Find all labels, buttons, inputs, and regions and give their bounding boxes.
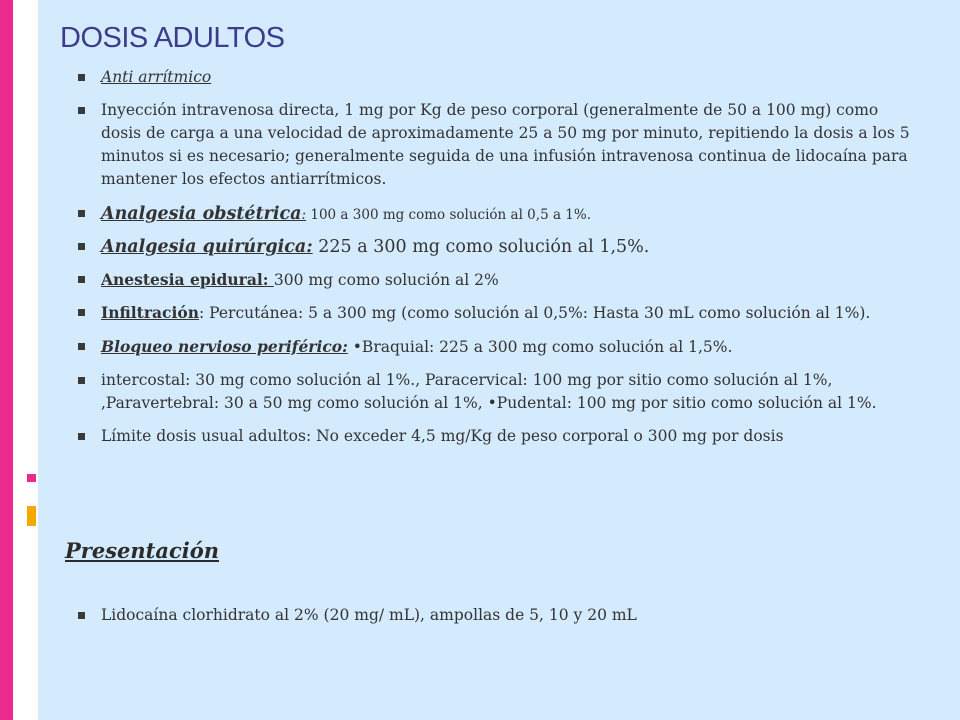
analgesia-obstetrica-text: 100 a 300 mg como solución al 0,5 a 1%. xyxy=(306,207,591,223)
dosage-list xyxy=(78,66,918,448)
list-item-anestesia-epidural xyxy=(78,268,918,292)
square-bullet-icon xyxy=(78,309,85,316)
list-item-limite-dosis xyxy=(78,425,918,448)
square-bullet-icon xyxy=(78,107,85,114)
square-bullet-icon xyxy=(78,243,85,250)
inyeccion-text: Inyección intravenosa directa, 1 mg por Kg de peso corporal (generalmente de 50 a 100 mg) como dosis de carga a una velocidad de aproximadamente 25 a 50 mg por minuto, repitiendo la dosis a los 5 minutos si es necesario; generalmente seguida de una infusión intravenosa continua de lidocaína para mantener los efectos antiarrítmicos. xyxy=(101,101,910,188)
intercostal-text: intercostal: 30 mg como solución al 1%., Paracervical: 100 mg por sitio como solución al 1%, ,Paravertebral: 30 a 50 mg como solución al 1%, •Pudental: 100 mg por sitio como solución al 1%. xyxy=(101,371,877,412)
deco-square-pink xyxy=(27,474,36,482)
analgesia-obstetrica-label: Analgesia obstétrica xyxy=(101,204,302,224)
deco-square-orange xyxy=(27,506,36,526)
accent-side-bar xyxy=(0,0,13,720)
list-item-intercostal xyxy=(78,369,918,415)
anestesia-epidural-text: 300 mg como solución al 2% xyxy=(273,271,499,289)
analgesia-quirurgica-text: 225 a 300 mg como solución al 1,5%. xyxy=(312,237,650,257)
list-item-inyeccion xyxy=(78,99,918,191)
presentacion-text: Lidocaína clorhidrato al 2% (20 mg/ mL), ampollas de 5, 10 y 20 mL xyxy=(101,606,637,624)
square-bullet-icon xyxy=(78,612,85,619)
slide-title: DOSIS ADULTOS xyxy=(60,22,285,54)
square-bullet-icon xyxy=(78,433,85,440)
bloqueo-nervioso-text: •Braquial: 225 a 300 mg como solución al 1,5%. xyxy=(347,338,733,356)
infiltracion-label: Infiltración xyxy=(101,303,199,322)
list-item-presentacion xyxy=(78,604,918,627)
infiltracion-text: : Percutánea: 5 a 300 mg (como solución al 0,5%: Hasta 30 mL como solución al 1%). xyxy=(198,304,871,322)
anestesia-epidural-label: Anestesia epidural: xyxy=(101,270,274,289)
list-item-bloqueo-nervioso xyxy=(78,335,918,359)
deco-square-light xyxy=(27,486,36,500)
square-bullet-icon xyxy=(78,210,85,217)
square-bullet-icon xyxy=(78,74,85,81)
anti-arritmico-label: Anti arrítmico xyxy=(101,68,212,86)
bloqueo-nervioso-label: Bloqueo nervioso periférico: xyxy=(101,337,348,356)
presentacion-list xyxy=(78,604,918,627)
square-bullet-icon xyxy=(78,377,85,384)
analgesia-quirurgica-label: Analgesia quirúrgica: xyxy=(101,237,313,257)
list-item-analgesia-obstetrica xyxy=(78,201,918,228)
list-item-analgesia-quirurgica xyxy=(78,234,918,260)
square-bullet-icon xyxy=(78,276,85,283)
analgesia-obstetrica-colon: : xyxy=(301,207,307,223)
list-item-infiltracion xyxy=(78,301,918,325)
list-item-anti-arritmico xyxy=(78,66,918,89)
presentacion-heading: Presentación xyxy=(65,538,220,563)
square-bullet-icon xyxy=(78,343,85,350)
limite-dosis-text: Límite dosis usual adultos: No exceder 4,5 mg/Kg de peso corporal o 300 mg por dosis xyxy=(101,427,784,445)
